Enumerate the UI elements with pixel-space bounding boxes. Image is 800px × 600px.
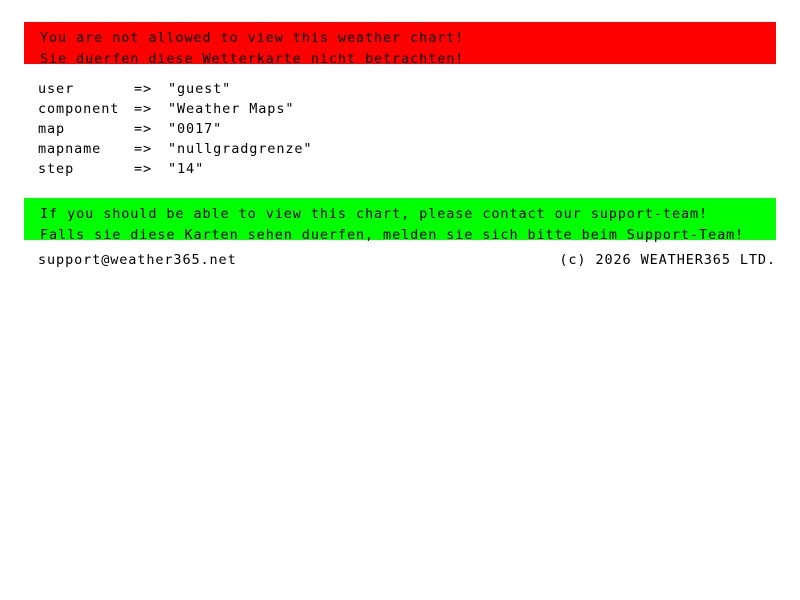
parameter-key: user xyxy=(38,81,75,97)
info-banner xyxy=(24,198,776,243)
parameter-key: component xyxy=(38,101,120,117)
info-banner-line-en: If you should be able to view this chart, please contact our support-team! xyxy=(40,206,709,222)
parameter-value: "14" xyxy=(168,161,205,177)
parameter-row-step xyxy=(38,159,312,179)
parameter-key: mapname xyxy=(38,141,102,157)
parameter-row-user xyxy=(38,79,312,99)
parameter-arrow: => xyxy=(134,141,153,157)
error-banner-line-en: You are not allowed to view this weather chart! xyxy=(40,30,465,46)
parameter-row-component xyxy=(38,99,312,119)
parameter-arrow: => xyxy=(134,81,153,97)
parameter-list xyxy=(38,79,312,179)
parameter-value: "guest" xyxy=(168,81,232,97)
info-banner-line-de: Falls sie diese Karten sehen duerfen, melden sie sich bitte beim Support-Team! xyxy=(40,227,745,243)
footer xyxy=(38,250,776,270)
parameter-arrow: => xyxy=(134,161,153,177)
support-email-link[interactable]: support@weather365.net xyxy=(38,252,237,268)
parameter-arrow: => xyxy=(134,101,153,117)
parameter-value: "Weather Maps" xyxy=(168,101,295,117)
parameter-arrow: => xyxy=(134,121,153,137)
parameter-row-map xyxy=(38,119,312,139)
error-banner-line-de: Sie duerfen diese Wetterkarte nicht betrachten! xyxy=(40,51,465,67)
parameter-row-mapname xyxy=(38,139,312,159)
parameter-value: "nullgradgrenze" xyxy=(168,141,313,157)
copyright-notice: (c) 2026 WEATHER365 LTD. xyxy=(559,252,776,268)
error-banner xyxy=(24,22,776,67)
parameter-value: "0017" xyxy=(168,121,223,137)
parameter-key: step xyxy=(38,161,75,177)
parameter-key: map xyxy=(38,121,66,137)
